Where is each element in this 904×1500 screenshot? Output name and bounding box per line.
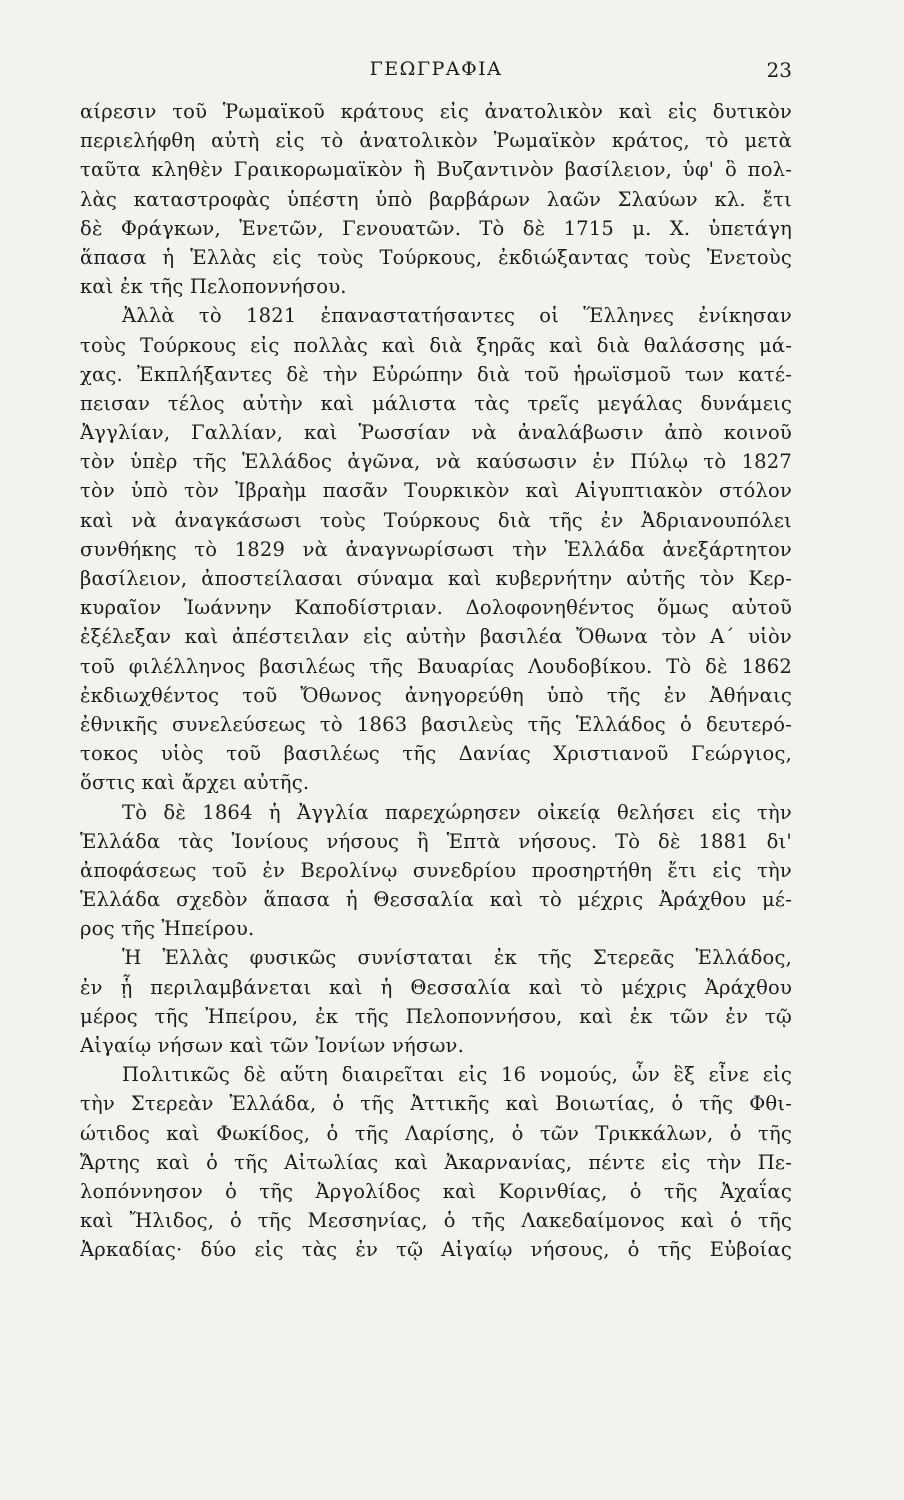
text-line: συνθήκης τὸ 1829 νὰ ἀναγνωρίσωσι τὴν Ἑλλάδα ἀνεξάρτητον [80,537,792,561]
running-title: ΓΕΩΓΡΑΦΙΑ [369,58,503,80]
text-line: ώτιδος καὶ Φωκίδος, ὁ τῆς Λαρίσης, ὁ τῶν Τρικκάλων, ὁ τῆς [80,1121,792,1145]
text-line: καὶ Ἤλιδος, ὁ τῆς Μεσσηνίας, ὁ τῆς Λακεδαίμονος καὶ ὁ τῆς [80,1209,792,1233]
text-line: ὅστις καὶ ἄρχει αὐτῆς. [80,771,310,795]
text-line: τὴν Στερεὰν Ἑλλάδα, ὁ τῆς Ἀττικῆς καὶ Βοιωτίας, ὁ τῆς Φθι- [80,1092,792,1116]
text-line: ἐξέλεξαν καὶ ἀπέστειλαν εἰς αὐτὴν βασιλέα Ὄθωνα τὸν Α΄ υἱὸν [80,625,792,649]
text-line: ρος τῆς Ἠπείρου. [80,917,255,941]
text-line: λὰς καταστροφὰς ὑπέστη ὑπὸ βαρβάρων λαῶν Σλαύων κλ. ἔτι [80,187,792,211]
text-line: Ἀρκαδίας· δύο εἰς τὰς ἐν τῷ Αἰγαίῳ νήσους, ὁ τῆς Εὐβοίας [80,1238,792,1262]
paragraph-start: Τὸ δὲ 1864 ἡ Ἀγγλία παρεχώρησεν οἰκείᾳ θελήσει εἰς τὴν [122,800,792,824]
page-header [80,58,792,88]
body-text [80,97,792,1265]
text-line: τοκος υἱὸς τοῦ βασιλέως τῆς Δανίας Χριστιανοῦ Γεώργιος, [80,742,792,766]
text-line: λοπόννησον ὁ τῆς Ἀργολίδος καὶ Κορινθίας, ὁ τῆς Ἀχαΐας [80,1179,792,1203]
text-line: αίρεσιν τοῦ Ῥωμαϊκοῦ κράτους εἰς ἀνατολικὸν καὶ εἰς δυτικὸν [80,100,792,123]
text-line: ἐκδιωχθέντος τοῦ Ὄθωνος ἀνηγορεύθη ὑπὸ τῆς ἐν Ἀθήναις [80,683,792,707]
paragraph-start: Ἀλλὰ τὸ 1821 ἐπαναστατήσαντες οἱ Ἕλληνες ἐνίκησαν [122,304,792,328]
text-line: ἅπασα ἡ Ἑλλὰς εἰς τοὺς Τούρκους, ἐκδιώξαντας τοὺς Ἐνετοὺς [80,245,792,269]
text-line: πεισαν τέλος αὐτὴν καὶ μάλιστα τὰς τρεῖς μεγάλας δυνάμεις [80,391,792,415]
text-line: περιελήφθη αὐτὴ εἰς τὸ ἀνατολικὸν Ῥωμαϊκὸν κράτος, τὸ μετὰ [80,129,792,153]
text-line: Ἑλλάδα τὰς Ἰονίους νήσους ἢ Ἑπτὰ νήσους. Τὸ δὲ 1881 δι' [80,829,792,853]
text-line: ἀποφάσεως τοῦ ἐν Βερολίνῳ συνεδρίου προσηρτήθη ἔτι εἰς τὴν [80,858,792,882]
text-line: ἐθνικῆς συνελεύσεως τὸ 1863 βασιλεὺς τῆς Ἑλλάδος ὁ δευτερό- [80,712,792,736]
text-line: τὸν ὑπὲρ τῆς Ἑλλάδος ἀγῶνα, νὰ καύσωσιν ἐν Πύλῳ τὸ 1827 [80,450,792,474]
text-line: βασίλειον, ἀποστείλασαι σύναμα καὶ κυβερνήτην αὐτῆς τὸν Κερ- [80,567,792,590]
text-line: Ἀγγλίαν, Γαλλίαν, καὶ Ῥωσσίαν νὰ ἀναλάβωσιν ἀπὸ κοινοῦ [80,421,792,445]
text-line: καὶ νὰ ἀναγκάσωσι τοὺς Τούρκους διὰ τῆς ἐν Ἀδριανουπόλει [80,508,792,532]
text-line: Ἄρτης καὶ ὁ τῆς Αἰτωλίας καὶ Ἀκαρνανίας, πέντε εἰς τὴν Πε- [80,1150,792,1174]
text-line: ἐν ᾗ περιλαμβάνεται καὶ ἡ Θεσσαλία καὶ τὸ μέχρις Ἀράχθου [80,975,792,999]
text-line: χας. Ἐκπλήξαντες δὲ τὴν Εὐρώπην διὰ τοῦ ἡρωϊσμοῦ των κατέ- [80,362,792,386]
page-number: 23 [766,58,792,82]
text-line: Ἑλλάδα σχεδὸν ἅπασα ἡ Θεσσαλία καὶ τὸ μέχρις Ἀράχθου μέ- [80,888,792,912]
text-line: Αἰγαίῳ νήσων καὶ τῶν Ἰονίων νήσων. [80,1034,464,1057]
text-line: καὶ ἐκ τῆς Πελοποννήσου. [80,275,347,299]
text-line: τοῦ φιλέλληνος βασιλέως τῆς Βαυαρίας Λουδοβίκου. Τὸ δὲ 1862 [80,654,792,678]
text-line: δὲ Φράγκων, Ἐνετῶν, Γενουατῶν. Τὸ δὲ 1715 μ. Χ. ὑπετάγη [80,216,792,240]
text-line: κυραῖον Ἰωάννην Καποδίστριαν. Δολοφονηθέντος ὅμως αὐτοῦ [80,596,792,620]
text-line: μέρος τῆς Ἠπείρου, ἐκ τῆς Πελοποννήσου, καὶ ἐκ τῶν ἐν τῷ [80,1004,792,1028]
text-line: ταῦτα κληθὲν Γραικορωμαϊκὸν ἢ Βυζαντινὸν βασίλειον, ὑφ' ὃ πολ- [80,158,792,182]
text-line: τοὺς Τούρκους εἰς πολλὰς καὶ διὰ ξηρᾶς καὶ διὰ θαλάσσης μά- [80,333,792,357]
paragraph-start: Πολιτικῶς δὲ αὕτη διαιρεῖται εἰς 16 νομούς, ὧν ἓξ εἶνε εἰς [122,1063,792,1087]
paragraph-start: Ἡ Ἑλλὰς φυσικῶς συνίσταται ἐκ τῆς Στερεᾶς Ἑλλάδος, [122,946,792,970]
text-line: τὸν ὑπὸ τὸν Ἰβραὴμ πασᾶν Τουρκικὸν καὶ Αἰγυπτιακὸν στόλον [80,479,792,503]
